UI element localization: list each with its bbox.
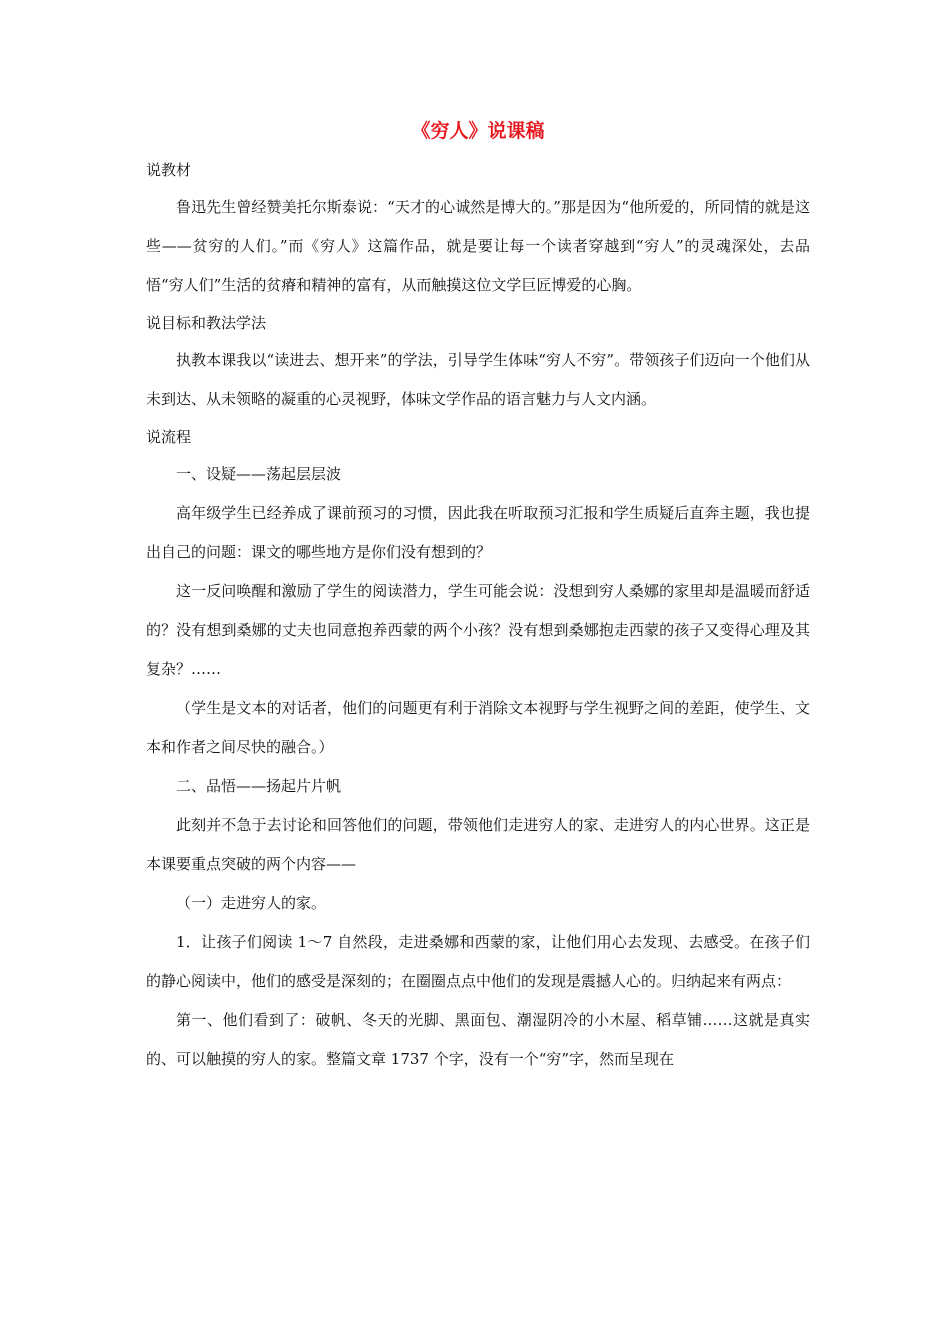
paragraph-note: （学生是文本的对话者，他们的问题更有利于消除文本视野与学生视野之间的差距，使学生、文本和作者之间尽快的融合。） xyxy=(146,699,810,756)
document-title: 《穷人》说课稿 xyxy=(411,120,545,142)
paragraph-step-1: 1．让孩子们阅读 1～7 自然段，走进桑娜和西蒙的家，让他们用心去发现、去感受。在孩子们的静心阅读中，他们的感受是深刻的；在圈圈点点中他们的发现是震撼人心的。归纳起来有两点： xyxy=(146,933,810,990)
paragraph-first-point: 第一、他们看到了：破帆、冬天的光脚、黑面包、潮湿阴冷的小木屋、稻草铺……这就是真实的、可以触摸的穷人的家。整篇文章 1737 个字，没有一个“穷”字，然而呈现在 xyxy=(146,1011,810,1068)
paragraph-textbook: 鲁迅先生曾经赞美托尔斯泰说：“天才的心诚然是博大的。”那是因为“他所爱的，所同情的就是这些——贫穷的人们。”而《穷人》这篇作品，就是要让每一个读者穿越到“穷人”的灵魂深处，去品悟“穷人们”生活的贫瘠和精神的富有，从而触摸这位文学巨匠博爱的心胸。 xyxy=(146,198,810,294)
paragraph-question-2: 这一反问唤醒和激励了学生的阅读潜力，学生可能会说：没想到穷人桑娜的家里却是温暖而舒适的？没有想到桑娜的丈夫也同意抱养西蒙的两个小孩？没有想到桑娜抱走西蒙的孩子又变得心理及其复杂？…… xyxy=(146,582,810,678)
section-heading-goals: 说目标和教法学法 xyxy=(146,314,267,332)
paragraph-goals: 执教本课我以“读进去、想开来”的学法，引导学生体味“穷人不穷”。带领孩子们迈向一个他们从未到达、从未领略的凝重的心灵视野，体味文学作品的语言魅力与人文内涵。 xyxy=(146,351,810,408)
subheading-question: 一、设疑——荡起层层波 xyxy=(176,465,342,483)
subheading-home: （一）走进穷人的家。 xyxy=(176,894,327,912)
document-page xyxy=(146,118,810,1079)
section-heading-textbook: 说教材 xyxy=(146,161,192,179)
paragraph-appreciate: 此刻并不急于去讨论和回答他们的问题，带领他们走进穷人的家、走进穷人的内心世界。这正是本课要重点突破的两个内容—— xyxy=(146,816,810,873)
paragraph-question-1: 高年级学生已经养成了课前预习的习惯，因此我在听取预习汇报和学生质疑后直奔主题，我也提出自己的问题：课文的哪些地方是你们没有想到的？ xyxy=(146,504,810,561)
subheading-appreciate: 二、品悟——扬起片片帆 xyxy=(176,777,342,795)
section-heading-process: 说流程 xyxy=(146,428,192,446)
